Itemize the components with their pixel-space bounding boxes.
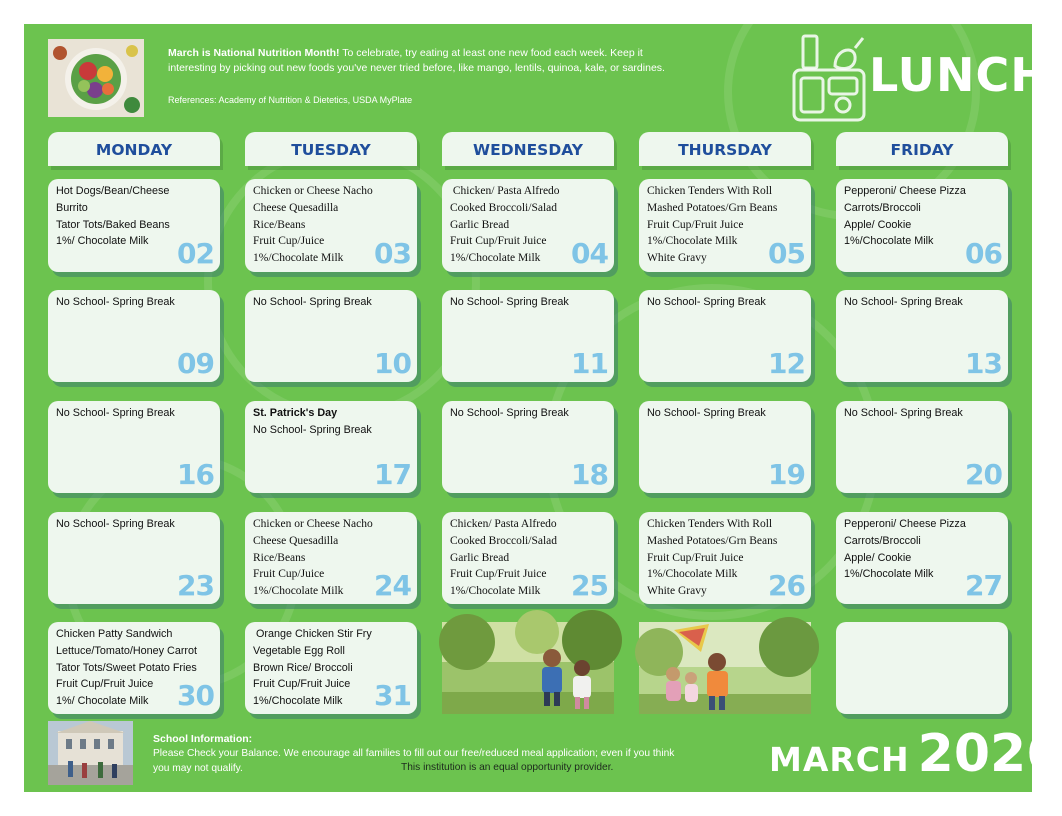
- menu-item: Brown Rice/ Broccoli: [253, 661, 353, 674]
- menu-item: 1%/Chocolate Milk: [647, 568, 738, 581]
- menu-item: 1%/Chocolate Milk: [253, 695, 343, 708]
- menu-item: No School- Spring Break: [844, 407, 963, 419]
- menu-item: 1%/Chocolate Milk: [253, 252, 344, 265]
- menu-items: [253, 405, 372, 439]
- date-number: 26: [768, 569, 805, 602]
- holiday-label: St. Patrick's Day: [253, 407, 338, 419]
- day-cell: [442, 512, 614, 604]
- menu-items: [450, 405, 569, 422]
- menu-item: Cooked Broccoli/Salad: [450, 201, 557, 214]
- date-number: 23: [177, 569, 214, 602]
- date-number: 02: [177, 237, 214, 270]
- date-number: 13: [965, 347, 1002, 380]
- date-number: 06: [965, 237, 1002, 270]
- menu-item: Chicken/ Pasta Alfredo: [450, 518, 557, 530]
- menu-item: 1%/Chocolate Milk: [253, 585, 344, 598]
- day-cell: [245, 401, 417, 493]
- menu-item: No School- Spring Break: [56, 518, 175, 530]
- menu-item: No School- Spring Break: [253, 423, 372, 436]
- menu-items: [450, 183, 560, 267]
- menu-item: Cheese Quesadilla: [253, 201, 339, 214]
- month-label: MARCH: [769, 740, 910, 779]
- menu-item: No School- Spring Break: [56, 407, 175, 419]
- school-info-text: Please Check your Balance. We encourage all families to fill out our free/reduced meal application; even if you think you may not qualify.: [153, 748, 675, 774]
- menu-item: Chicken Tenders With Roll: [647, 185, 773, 197]
- day-cell: [639, 290, 811, 382]
- menu-item: Vegetable Egg Roll: [253, 644, 345, 657]
- menu-item: Cooked Broccoli/Salad: [450, 534, 557, 547]
- day-cell: [836, 401, 1008, 493]
- intro-body: To celebrate, try eating at least one new food each week. Keep it interesting by picking out new foods you've never tried before, like mango, lentils, quinoa, kale, or sardines.: [168, 47, 665, 74]
- menu-item: 1%/Chocolate Milk: [450, 252, 541, 265]
- menu-items: [56, 294, 175, 311]
- day-cell: [639, 512, 811, 604]
- date-number: 20: [965, 458, 1002, 491]
- menu-item: Pepperoni/ Cheese Pizza: [844, 518, 966, 530]
- menu-item: Apple/ Cookie: [844, 218, 912, 231]
- day-cell: [442, 290, 614, 382]
- menu-item: 1%/Chocolate Milk: [844, 235, 934, 248]
- menu-item: 1%/ Chocolate Milk: [56, 235, 149, 248]
- day-cell: [245, 622, 417, 714]
- date-number: 27: [965, 569, 1002, 602]
- day-cell: [48, 179, 220, 272]
- day-cell: [245, 512, 417, 604]
- lunch-calendar: [24, 24, 1062, 792]
- date-number: 31: [374, 679, 411, 712]
- day-cell: [245, 179, 417, 272]
- day-header-friday: FRIDAY: [836, 132, 1008, 166]
- menu-item: Rice/Beans: [253, 218, 306, 231]
- day-header-thursday: THURSDAY: [639, 132, 811, 166]
- menu-item: Cheese Quesadilla: [253, 534, 339, 547]
- menu-item: No School- Spring Break: [450, 296, 569, 308]
- menu-item: Chicken Tenders With Roll: [647, 518, 773, 530]
- date-number: 30: [177, 679, 214, 712]
- menu-item: White Gravy: [647, 252, 707, 265]
- menu-item: Mashed Potatoes/Grn Beans: [647, 534, 778, 547]
- date-number: 11: [571, 347, 608, 380]
- day-cell: [48, 290, 220, 382]
- intro-headline: March is National Nutrition Month!: [168, 47, 340, 59]
- menu-items: [647, 516, 777, 600]
- day-cell: [48, 622, 220, 714]
- date-number: 24: [374, 569, 411, 602]
- menu-item: Fruit Cup/Fruit Juice: [253, 678, 351, 691]
- menu-item: Orange Chicken Stir Fry: [253, 628, 372, 640]
- intro-references: References: Academy of Nutrition & Dietetics, USDA MyPlate: [168, 95, 413, 105]
- salad-bowl-image: [48, 39, 144, 117]
- kids-running-photo: [442, 622, 614, 714]
- day-header-tuesday: TUESDAY: [245, 132, 417, 166]
- menu-items: [253, 626, 372, 710]
- menu-item: Tator Tots/Baked Beans: [56, 218, 170, 231]
- menu-item: Tator Tots/Sweet Potato Fries: [56, 661, 197, 674]
- menu-item: Mashed Potatoes/Grn Beans: [647, 201, 778, 214]
- menu-item: Carrots/Broccoli: [844, 534, 921, 547]
- menu-item: Chicken or Cheese Nacho: [253, 518, 373, 530]
- nutrition-month-intro: [168, 46, 668, 76]
- day-cell: [639, 179, 811, 272]
- menu-item: Fruit Cup/Fruit Juice: [647, 551, 744, 564]
- menu-item: Fruit Cup/Juice: [253, 568, 325, 581]
- menu-items: [450, 516, 557, 600]
- menu-items: [56, 183, 170, 250]
- menu-item: No School- Spring Break: [450, 407, 569, 419]
- menu-items: [253, 516, 373, 600]
- date-number: 03: [374, 237, 411, 270]
- menu-item: Chicken Patty Sandwich: [56, 628, 173, 640]
- date-number: 25: [571, 569, 608, 602]
- date-number: 04: [571, 237, 608, 270]
- menu-item: Apple/ Cookie: [844, 551, 912, 564]
- menu-item: Hot Dogs/Bean/Cheese: [56, 185, 170, 197]
- menu-items: [56, 626, 197, 710]
- date-number: 16: [177, 458, 214, 491]
- menu-items: [844, 183, 966, 250]
- school-info-title: School Information:: [153, 733, 253, 745]
- day-header-monday: MONDAY: [48, 132, 220, 166]
- menu-item: 1%/Chocolate Milk: [844, 568, 934, 581]
- menu-items: [253, 183, 373, 267]
- equal-opportunity-statement: This institution is an equal opportunity provider.: [401, 762, 614, 773]
- school-building-image: [48, 721, 133, 785]
- day-cell: [836, 179, 1008, 272]
- menu-item: 1%/Chocolate Milk: [450, 585, 541, 598]
- day-cell: [639, 401, 811, 493]
- day-cell: [48, 401, 220, 493]
- menu-item: 1%/ Chocolate Milk: [56, 695, 149, 708]
- menu-item: Rice/Beans: [253, 551, 306, 564]
- menu-item: No School- Spring Break: [253, 296, 372, 308]
- year-label: 2026: [917, 724, 1062, 784]
- menu-items: [253, 294, 372, 311]
- date-number: 17: [374, 458, 411, 491]
- day-cell: [245, 290, 417, 382]
- menu-item: Chicken/ Pasta Alfredo: [450, 185, 560, 197]
- menu-item: Fruit Cup/Juice: [253, 235, 325, 248]
- menu-items: [450, 294, 569, 311]
- menu-item: Pepperoni/ Cheese Pizza: [844, 185, 966, 197]
- day-header-wednesday: WEDNESDAY: [442, 132, 614, 166]
- menu-item: White Gravy: [647, 585, 707, 598]
- menu-item: Fruit Cup/Fruit Juice: [56, 678, 154, 691]
- date-number: 18: [571, 458, 608, 491]
- lunch-title: LUNCH: [869, 48, 1050, 102]
- menu-items: [56, 405, 175, 422]
- day-cell: [442, 401, 614, 493]
- kids-kite-photo: [639, 622, 811, 714]
- menu-item: No School- Spring Break: [844, 296, 963, 308]
- lunch-tray-icon: [789, 30, 869, 126]
- menu-items: [647, 183, 777, 267]
- menu-items: [647, 294, 766, 311]
- date-number: 19: [768, 458, 805, 491]
- empty-day-cell: [836, 622, 1008, 714]
- menu-items: [647, 405, 766, 422]
- menu-item: No School- Spring Break: [647, 407, 766, 419]
- date-number: 09: [177, 347, 214, 380]
- day-cell: [836, 512, 1008, 604]
- day-cell: [442, 179, 614, 272]
- menu-items: [844, 405, 963, 422]
- menu-item: Burrito: [56, 201, 88, 214]
- date-number: 05: [768, 237, 805, 270]
- date-number: 12: [768, 347, 805, 380]
- menu-item: Garlic Bread: [450, 218, 510, 231]
- menu-item: Carrots/Broccoli: [844, 201, 921, 214]
- month-year-title: [769, 724, 1062, 784]
- menu-item: Fruit Cup/Fruit Juice: [647, 218, 744, 231]
- day-cell: [48, 512, 220, 604]
- menu-item: 1%/Chocolate Milk: [647, 235, 738, 248]
- menu-item: Lettuce/Tomato/Honey Carrot: [56, 644, 198, 657]
- menu-item: Garlic Bread: [450, 551, 510, 564]
- menu-items: [844, 516, 966, 583]
- day-cell: [836, 290, 1008, 382]
- menu-item: Chicken or Cheese Nacho: [253, 185, 373, 197]
- menu-items: [844, 294, 963, 311]
- menu-item: Fruit Cup/Fruit Juice: [450, 235, 547, 248]
- menu-items: [56, 516, 175, 533]
- date-number: 10: [374, 347, 411, 380]
- menu-item: No School- Spring Break: [647, 296, 766, 308]
- menu-item: No School- Spring Break: [56, 296, 175, 308]
- menu-item: Fruit Cup/Fruit Juice: [450, 568, 547, 581]
